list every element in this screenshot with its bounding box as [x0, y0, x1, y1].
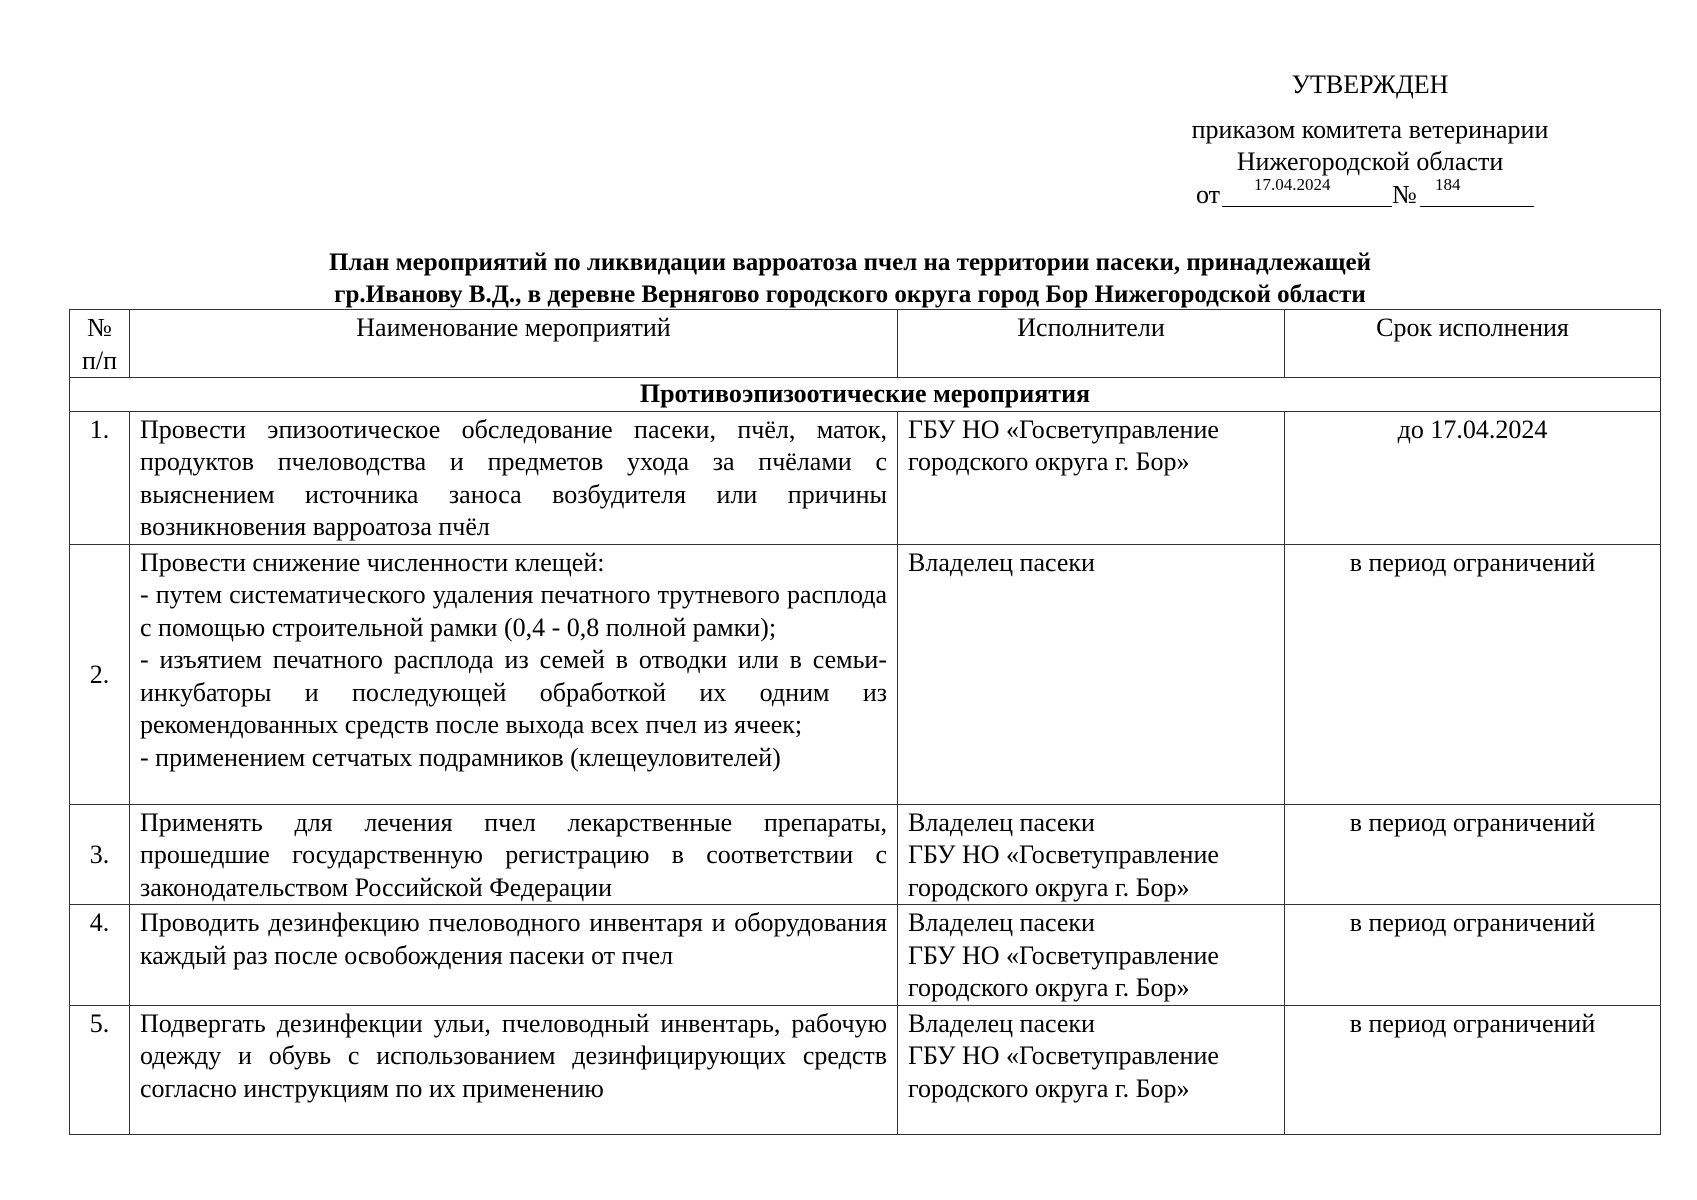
approval-date-line: [1196, 175, 1556, 212]
measure-text: - изъятием печатного расплода из семей в отводки или в семьи-инкубаторы и последующей обработкой их одним из рекомендованных средств после выхода всех пчел из ячеек;: [140, 645, 887, 739]
table-row: [70, 804, 1661, 905]
executors: [898, 1005, 1285, 1134]
measure-text: Провести снижение численности клещей:: [140, 547, 605, 577]
document-title: [100, 247, 1600, 311]
measure-text: - применением сетчатых подрамников (клещеуловителей): [140, 742, 781, 772]
number-underline: [1420, 206, 1534, 207]
executor: ГБУ НО «Госветуправление городского округа г. Бор»: [908, 940, 1219, 1002]
table-row: [70, 1005, 1661, 1134]
executor: ГБУ НО «Госветуправление городского округа г. Бор»: [908, 840, 1219, 902]
from-label: от: [1196, 180, 1221, 209]
table-row: [70, 905, 1661, 1006]
measure-text: Провести эпизоотическое обследование пасеки, пчёл, маток, продуктов пчеловодства и предметов ухода за пчёлами с выяснением источника заноса возбудителя или причины возникновения варроатоза пчёл: [140, 414, 887, 541]
order-number: 184: [1435, 175, 1461, 194]
measure-name: [130, 804, 898, 905]
approval-heading: УТВЕРЖДЕН: [1291, 70, 1449, 99]
number-label: №: [1392, 180, 1417, 209]
section-title: Противоэпизоотические мероприятия: [70, 378, 1661, 412]
measures-table: [69, 309, 1661, 1135]
approval-region-line: Нижегородской области: [1236, 147, 1504, 176]
executors: [898, 544, 1285, 804]
title-line-2: гр.Иванову В.Д., в деревне Вернягово городского округа город Бор Нижегородской области: [334, 281, 1366, 308]
deadline: в период ограничений: [1285, 544, 1661, 804]
executor: Владелец пасеки: [908, 1008, 1095, 1038]
section-row: [70, 378, 1661, 412]
executor: Владелец пасеки: [908, 547, 1095, 577]
executors: [898, 411, 1285, 544]
executor: ГБУ НО «Госветуправление городского округа г. Бор»: [908, 414, 1219, 476]
measure-text: - путем систематического удаления печатного трутневого расплода с помощью строительной рамки (0,4 - 0,8 полной рамки);: [140, 580, 887, 642]
measure-text: Проводить дезинфекцию пчеловодного инвентаря и оборудования каждый раз после освобождения пасеки от пчел: [140, 908, 887, 970]
row-number: 4.: [70, 905, 130, 1006]
deadline: в период ограничений: [1285, 905, 1661, 1006]
row-number: 3.: [70, 804, 130, 905]
order-date: 17.04.2024: [1254, 175, 1331, 194]
measure-name: [130, 1005, 898, 1134]
executor: Владелец пасеки: [908, 908, 1095, 937]
deadline: в период ограничений: [1285, 804, 1661, 905]
header-num: № п/п: [70, 310, 130, 378]
measure-name: [130, 905, 898, 1006]
measure-text: Подвергать дезинфекции ульи, пчеловодный инвентарь, рабочую одежду и обувь с использованием дезинфицирующих средств согласно инструкциям по их применению: [140, 1008, 887, 1103]
date-underline: [1222, 206, 1392, 207]
approval-order-line: приказом комитета ветеринарии: [1191, 115, 1549, 144]
header-name: Наименование мероприятий: [130, 310, 898, 378]
deadline: до 17.04.2024: [1285, 411, 1661, 544]
row-number: 1.: [70, 411, 130, 544]
executors: [898, 804, 1285, 905]
table-row: [70, 411, 1661, 544]
deadline: в период ограничений: [1285, 1005, 1661, 1134]
table-row: [70, 544, 1661, 804]
executor: ГБУ НО «Госветуправление городского округа г. Бор»: [908, 1041, 1219, 1103]
table-header-row: [70, 310, 1661, 378]
measure-name: [130, 411, 898, 544]
header-deadline: Срок исполнения: [1285, 310, 1661, 378]
measure-name: [130, 544, 898, 804]
measure-text: Применять для лечения пчел лекарственные препараты, прошедшие государственную регистрацию в соответствии с законодательством Российской Федерации: [140, 807, 887, 902]
executor: Владелец пасеки: [908, 807, 1095, 837]
header-executors: Исполнители: [898, 310, 1285, 378]
row-number: 2.: [70, 544, 130, 804]
row-number: 5.: [70, 1005, 130, 1134]
executors: [898, 905, 1285, 1006]
title-line-1: План мероприятий по ликвидации варроатоза пчел на территории пасеки, принадлежащей: [328, 249, 1371, 276]
